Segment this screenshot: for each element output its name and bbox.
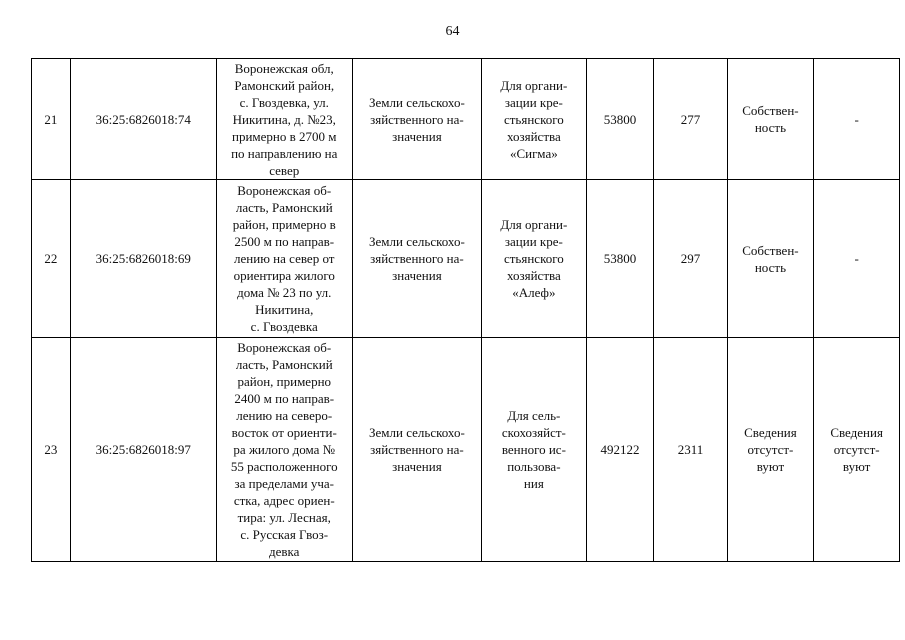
cell-text-line: значения — [392, 268, 442, 283]
cell-text-line: Воронежская обл, — [234, 60, 334, 76]
cell-text-line: дома № 23 по ул. — [237, 285, 332, 300]
cell-text-line: за пределами уча- — [234, 476, 334, 491]
right-type-cell — [727, 59, 814, 180]
cell-text-line: ность — [754, 259, 787, 275]
right-type-cell — [727, 338, 814, 562]
right-type-cell — [727, 180, 814, 338]
cell-text-line: ласть, Рамонский — [235, 200, 333, 215]
cell-text-line: ориентира жилого — [233, 268, 335, 283]
cell-text-line: стьянского — [503, 251, 564, 266]
cell-text-line: Собствен- — [742, 242, 799, 258]
cell-text-line: зяйственного на- — [370, 111, 464, 127]
cell-text-line: Собствен- — [742, 103, 799, 118]
cell-text-line: значения — [392, 128, 442, 144]
area-cell: 53800 — [586, 180, 654, 338]
cell-text-line: с. Русская Гвоз- — [240, 527, 329, 542]
cell-text-line: «Алеф» — [512, 285, 556, 300]
cell-text-line: вуют — [842, 459, 871, 474]
cell-text-line: район, примерно — [237, 374, 332, 389]
cell-text-line: - — [854, 111, 859, 127]
land-category-cell — [352, 338, 482, 562]
cell-text-line: отсутст- — [747, 442, 794, 457]
cell-text-line: ра жилого дома № — [233, 442, 336, 457]
land-plots-table — [31, 58, 900, 562]
encumbrance-cell — [814, 338, 900, 562]
cell-text-line: хозяйства — [506, 268, 561, 283]
cell-text-line: зяйственного на- — [370, 251, 464, 266]
cell-text-line: восток от ориенти- — [231, 425, 337, 440]
row-number-cell: 21 — [32, 59, 71, 180]
cell-text-line: стьянского — [503, 111, 564, 127]
cell-text-line: лению на север от — [234, 251, 335, 266]
cell-text-line: ность — [754, 120, 787, 135]
cell-text-line: Никитина, д. №23, — [232, 111, 336, 127]
permitted-use-cell — [482, 338, 586, 562]
value-cell: 297 — [654, 180, 727, 338]
encumbrance-cell — [814, 59, 900, 180]
land-category-cell — [352, 180, 482, 338]
value-cell: 2311 — [654, 338, 727, 562]
area-cell: 492122 — [586, 338, 654, 562]
cell-text-line: Рамонский район, — [234, 77, 335, 93]
cell-text-line: Сведения — [744, 425, 797, 440]
cell-text-line: значения — [392, 459, 442, 474]
cell-text-line: Воронежская об- — [237, 183, 332, 198]
cell-text-line: ласть, Рамонский — [235, 357, 333, 372]
cell-text-line: по направлению на — [231, 145, 338, 161]
address-cell — [216, 338, 352, 562]
table-row — [32, 338, 900, 562]
cell-text-line: лению на северо- — [236, 408, 333, 423]
cell-text-line: Земли сельскохо- — [369, 94, 465, 110]
cell-text-line: с. Гвоздевка — [250, 319, 318, 334]
cell-text-line: 2400 м по направ- — [234, 391, 335, 406]
cadastral-number-cell: 36:25:6826018:69 — [70, 180, 216, 338]
cell-text-line: Сведения — [830, 425, 883, 440]
encumbrance-cell — [814, 180, 900, 338]
cell-text-line: зации кре- — [504, 234, 563, 249]
cell-text-line: 55 расположенного — [230, 459, 338, 474]
cell-text-line: 2500 м по направ- — [234, 234, 335, 249]
permitted-use-cell — [482, 180, 586, 338]
permitted-use-cell — [482, 59, 586, 180]
cell-text-line: тира: ул. Лесная, — [237, 510, 331, 525]
cell-text-line: зяйственного на- — [370, 442, 464, 457]
table-row — [32, 180, 900, 338]
address-cell — [216, 59, 352, 180]
address-cell — [216, 180, 352, 338]
cell-text-line: примерно в 2700 м — [232, 128, 337, 144]
cell-text-line: Для сель- — [507, 408, 561, 423]
cell-text-line: север — [269, 162, 300, 178]
cell-text-line: район, примерно в — [232, 217, 336, 232]
land-category-cell — [352, 59, 482, 180]
area-cell: 53800 — [586, 59, 654, 180]
cell-text-line: венного ис- — [501, 442, 566, 457]
cell-text-line: Для органи- — [500, 217, 568, 232]
row-number-cell: 22 — [32, 180, 71, 338]
cell-text-line: пользова- — [507, 459, 561, 474]
cell-text-line: с. Гвоздевка, ул. — [239, 94, 329, 110]
cell-text-line: - — [854, 251, 859, 266]
page-number: 64 — [445, 24, 460, 39]
row-number-cell: 23 — [32, 338, 71, 562]
cell-text-line: зации кре- — [504, 94, 563, 110]
cell-text-line: Земли сельскохо- — [369, 425, 465, 440]
cadastral-number-cell: 36:25:6826018:97 — [70, 338, 216, 562]
cell-text-line: «Сигма» — [510, 145, 558, 161]
cell-text-line: вуют — [756, 459, 785, 474]
cell-text-line: хозяйства — [506, 128, 561, 144]
cell-text-line: Никитина, — [255, 302, 314, 317]
cell-text-line: Земли сельскохо- — [369, 234, 465, 249]
cell-text-line: ния — [523, 476, 544, 491]
cell-text-line: скохозяйст- — [501, 425, 566, 440]
cell-text-line: Воронежская об- — [237, 340, 332, 355]
cell-text-line: Для органи- — [500, 77, 568, 93]
cell-text-line: отсутст- — [833, 442, 880, 457]
cell-text-line: стка, адрес ориен- — [233, 493, 335, 508]
cadastral-number-cell: 36:25:6826018:74 — [70, 59, 216, 180]
table-row — [32, 59, 900, 180]
cell-text-line: девка — [269, 544, 300, 559]
value-cell: 277 — [654, 59, 727, 180]
